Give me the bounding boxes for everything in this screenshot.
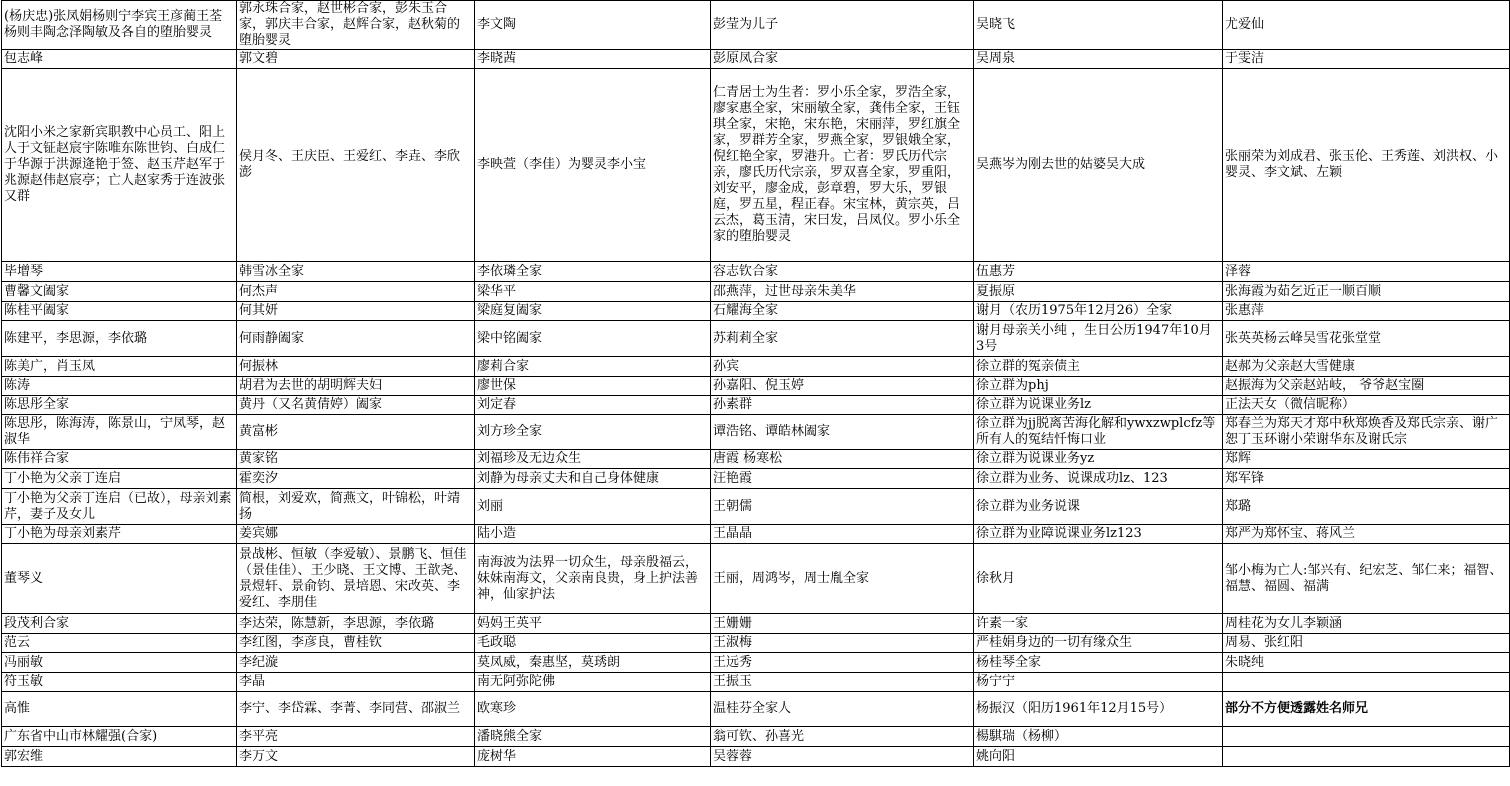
table-row — [2, 525, 1510, 544]
table-cell: 刘静为母亲丈夫和自己身体健康 — [475, 469, 711, 489]
table-cell: 李晶 — [237, 673, 475, 692]
table-row — [2, 357, 1510, 377]
table-cell: 张海霞为茹乞近正一顺百顺 — [1223, 282, 1510, 302]
table-row — [2, 262, 1510, 282]
table-cell: 于雯洁 — [1223, 50, 1510, 69]
table-cell — [1223, 747, 1510, 767]
table-cell: 丁小艳为父亲丁连启 — [2, 469, 237, 489]
table-cell: 庞树华 — [475, 747, 711, 767]
table-cell: 侯月冬、王庆臣、王爱红、李垚、李欣澎 — [237, 69, 475, 262]
table-cell: 徐立群为说课业务lz — [974, 396, 1223, 415]
dedication-name-table — [1, 0, 1510, 767]
table-cell: 吴晓飞 — [974, 1, 1223, 50]
table-cell: 杨桂琴全家 — [974, 653, 1223, 673]
table-cell: 王远秀 — [711, 653, 974, 673]
table-row — [2, 415, 1510, 450]
table-cell: 陈伟祥合家 — [2, 450, 237, 469]
table-cell: 陈涛 — [2, 377, 237, 396]
table-cell: 泽蓉 — [1223, 262, 1510, 282]
table-row — [2, 396, 1510, 415]
table-cell: 许素一家 — [974, 614, 1223, 634]
table-cell: 毕增琴 — [2, 262, 237, 282]
table-cell: 彭莹为儿子 — [711, 1, 974, 50]
table-row — [2, 1, 1510, 50]
table-row — [2, 544, 1510, 614]
table-cell: 郭永珠合家，赵世彬合家，彭朱玉合家，郭庆丰合家，赵辉合家，赵秋菊的堕胎婴灵 — [237, 1, 475, 50]
table-cell: 董琴义 — [2, 544, 237, 614]
table-cell: 莫凤威，秦惠坚，莫琇朗 — [475, 653, 711, 673]
table-row — [2, 614, 1510, 634]
table-cell: 周易、张红阳 — [1223, 634, 1510, 653]
table-cell: 赵郝为父亲赵大雪健康 — [1223, 357, 1510, 377]
table-cell: 彭原凤合家 — [711, 50, 974, 69]
table-row — [2, 282, 1510, 302]
table-cell: 石耀海全家 — [711, 302, 974, 321]
table-cell — [1223, 727, 1510, 747]
table-cell: 王振玉 — [711, 673, 974, 692]
table-cell: 孙素群 — [711, 396, 974, 415]
table-cell: 段茂利合家 — [2, 614, 237, 634]
table-cell: 梁华平 — [475, 282, 711, 302]
table-row — [2, 727, 1510, 747]
table-cell: 谢月母亲关小纯 ，生日公历1947年10月3号 — [974, 321, 1223, 357]
table-cell: 李依璘全家 — [475, 262, 711, 282]
table-cell: 郑军锋 — [1223, 469, 1510, 489]
table-cell: 刘方珍全家 — [475, 415, 711, 450]
table-cell: 梁庭复阖家 — [475, 302, 711, 321]
table-cell: 徐立群为业务说课 — [974, 489, 1223, 525]
table-cell: 郭文碧 — [237, 50, 475, 69]
table-cell: 郑辉 — [1223, 450, 1510, 469]
table-cell: 范云 — [2, 634, 237, 653]
table-cell: 赵振海为父亲赵站岐， 爷爷赵宝圈 — [1223, 377, 1510, 396]
table-cell: 邵燕萍，过世母亲朱美华 — [711, 282, 974, 302]
table-cell: 毛政聪 — [475, 634, 711, 653]
table-cell: 潘晓熊全家 — [475, 727, 711, 747]
table-cell: 欧寒珍 — [475, 692, 711, 727]
table-cell: 孙宾 — [711, 357, 974, 377]
table-cell: 陈思彤，陈海涛，陈景山，宁凤琴，赵淑华 — [2, 415, 237, 450]
table-cell: 何其妍 — [237, 302, 475, 321]
table-cell: 郑春兰为郑天才郑中秋郑焕香及郑氏宗亲、谢广恕丁玉环谢小荣谢华东及谢氏宗 — [1223, 415, 1510, 450]
table-cell: 梁中铭阖家 — [475, 321, 711, 357]
table-cell — [1223, 673, 1510, 692]
table-row — [2, 69, 1510, 262]
table-cell: 朱晓纯 — [1223, 653, 1510, 673]
table-cell: 李万文 — [237, 747, 475, 767]
table-cell: 翁可钦、孙喜光 — [711, 727, 974, 747]
table-cell: 楊騏瑞（杨柳） — [974, 727, 1223, 747]
table-cell: 严桂娟身边的一切有缘众生 — [974, 634, 1223, 653]
table-cell: 郑严为郑怀宝、蒋风兰 — [1223, 525, 1510, 544]
table-cell: 符玉敏 — [2, 673, 237, 692]
table-cell: 徐立群为业务、说课成功lz、123 — [974, 469, 1223, 489]
table-row — [2, 692, 1510, 727]
table-cell: 郭宏维 — [2, 747, 237, 767]
table-cell: 张丽荣为刘成君、张玉伦、王秀莲、刘洪权、小婴灵、李文斌、左颖 — [1223, 69, 1510, 262]
table-row — [2, 302, 1510, 321]
table-cell: 霍奕汐 — [237, 469, 475, 489]
table-cell: 王朝儒 — [711, 489, 974, 525]
table-cell: 南无阿弥陀佛 — [475, 673, 711, 692]
table-cell: 韩雪冰全家 — [237, 262, 475, 282]
table-cell: 邹小梅为亡人:邹兴有、纪宏芝、邹仁来；福智、福慧、福圆、福满 — [1223, 544, 1510, 614]
table-cell: 张惠萍 — [1223, 302, 1510, 321]
table-cell: 周桂花为女儿李颖涵 — [1223, 614, 1510, 634]
table-cell: 妈妈王英平 — [475, 614, 711, 634]
table-cell: 唐霞 杨寒松 — [711, 450, 974, 469]
table-cell: 广东省中山市林耀强(合家) — [2, 727, 237, 747]
table-cell: 杨宁宁 — [974, 673, 1223, 692]
table-cell: 李纪漩 — [237, 653, 475, 673]
table-cell: 何雨静阖家 — [237, 321, 475, 357]
table-cell: 徐立群为业障说课业务lz123 — [974, 525, 1223, 544]
table-cell: 胡君为去世的胡明辉夫妇 — [237, 377, 475, 396]
table-cell: 王晶晶 — [711, 525, 974, 544]
table-row — [2, 321, 1510, 357]
table-cell: 徐秋月 — [974, 544, 1223, 614]
table-cell: 谭浩铭、谭皓林阖家 — [711, 415, 974, 450]
table-cell: 吴蓉蓉 — [711, 747, 974, 767]
table-row — [2, 673, 1510, 692]
table-cell: 景战彬、恒敏（李爱敏）、景鹏飞、恒佳（景佳佳）、王少晓、王文博、王歆尧、景煜轩、景俞钧、景培恩、宋改英、李爱红、李朋佳 — [237, 544, 475, 614]
table-cell: 包志峰 — [2, 50, 237, 69]
table-cell: 张英英杨云峰吴雪花张堂堂 — [1223, 321, 1510, 357]
table-cell: 冯丽敏 — [2, 653, 237, 673]
table-row — [2, 634, 1510, 653]
table-cell: 徐立群的冤亲债主 — [974, 357, 1223, 377]
table-row — [2, 450, 1510, 469]
table-cell: 王淑梅 — [711, 634, 974, 653]
table-cell: 简根，刘爱欢，简燕文，叶锦松，叶靖扬 — [237, 489, 475, 525]
table-cell: 李平亮 — [237, 727, 475, 747]
table-cell: 黄丹（又名黄倩婷）阖家 — [237, 396, 475, 415]
table-cell: 王丽，周鸿岑，周士胤全家 — [711, 544, 974, 614]
table-cell: 温桂芬全家人 — [711, 692, 974, 727]
table-cell: 何振林 — [237, 357, 475, 377]
table-cell: 廖世保 — [475, 377, 711, 396]
table-row — [2, 50, 1510, 69]
table-cell: 姜宾娜 — [237, 525, 475, 544]
table-cell: 吴周泉 — [974, 50, 1223, 69]
table-cell: 沈阳小米之家新宾职教中心员工、阳上人于文钲赵宸宇陈唯东陈世钧、白成仁于华源于洪源逄艳于签、赵玉芹赵军于兆源赵伟赵宸亭；亡人赵家秀于连波张又群 — [2, 69, 237, 262]
table-cell: 正法天女（微信昵称） — [1223, 396, 1510, 415]
table-cell: 容志钦合家 — [711, 262, 974, 282]
table-cell: 苏莉莉全家 — [711, 321, 974, 357]
table-cell: 廖莉合家 — [475, 357, 711, 377]
table-cell: 李映萱（李佳）为婴灵李小宝 — [475, 69, 711, 262]
table-cell: 刘丽 — [475, 489, 711, 525]
table-row — [2, 747, 1510, 767]
table-cell: 徐立群为说课业务yz — [974, 450, 1223, 469]
table-cell: (杨庆忠)张凤娟杨则宁李宾王彦蔺王荃杨则丰陶念泽陶敏及各自的堕胎婴灵 — [2, 1, 237, 50]
table-cell: 黄家铭 — [237, 450, 475, 469]
table-cell: 徐立群为phj — [974, 377, 1223, 396]
table-cell: 高惟 — [2, 692, 237, 727]
table-cell: 汪艳霞 — [711, 469, 974, 489]
table-cell: 何杰声 — [237, 282, 475, 302]
table-cell: 杨振汉（阳历1961年12月15号） — [974, 692, 1223, 727]
table-cell: 孙嘉阳、倪玉婷 — [711, 377, 974, 396]
table-cell: 曹馨文阖家 — [2, 282, 237, 302]
table-cell: 李文陶 — [475, 1, 711, 50]
table-cell: 尤爱仙 — [1223, 1, 1510, 50]
table-cell: 陆小造 — [475, 525, 711, 544]
table-cell: 丁小艳为母亲刘素芹 — [2, 525, 237, 544]
table-cell: 谢月（农历1975年12月26）全家 — [974, 302, 1223, 321]
table-cell: 陈桂平阖家 — [2, 302, 237, 321]
table-cell: 李达荣，陈慧新，李思源，李依璐 — [237, 614, 475, 634]
table-cell: 南海波为法界一切众生，母亲殷福云，妹妹南海文，父亲南良贵，身上护法善神，仙家护法 — [475, 544, 711, 614]
table-cell: 陈思彤全家 — [2, 396, 237, 415]
table-cell: 姚向阳 — [974, 747, 1223, 767]
table-cell: 李晓茜 — [475, 50, 711, 69]
table-row — [2, 377, 1510, 396]
table-row — [2, 469, 1510, 489]
table-cell: 丁小艳为父亲丁连启（已故），母亲刘素芹，妻子及女儿 — [2, 489, 237, 525]
table-row — [2, 489, 1510, 525]
table-cell: 夏振原 — [974, 282, 1223, 302]
table-cell: 陈美广，肖玉凤 — [2, 357, 237, 377]
table-cell: 郑璐 — [1223, 489, 1510, 525]
table-cell: 仁青居士为生者：罗小乐全家，罗浩全家，廖家惠全家，宋丽敏全家，龚伟全家，王钰琪全家，宋艳，宋东艳，宋丽萍，罗红旗全家，罗群芳全家，罗燕全家，罗银娥全家，倪红艳全家，罗港升。亡者：罗氏历代宗亲，廖氏历代宗亲，罗双喜全家，罗重阳，刘安平，廖金成，彭章碧，罗大乐，罗银庭，罗五星，程正春。宋宝林，黄宗英，吕云杰，葛玉清，宋曰发，吕凤仪。罗小乐全家的堕胎婴灵 — [711, 69, 974, 262]
table-cell: 陈建平，李思源，李依璐 — [2, 321, 237, 357]
table-cell: 刘福珍及无边众生 — [475, 450, 711, 469]
table-cell: 李红图，李彦良，曹桂钦 — [237, 634, 475, 653]
table-cell: 刘定春 — [475, 396, 711, 415]
table-cell: 吴燕岑为刚去世的姑婆吴大成 — [974, 69, 1223, 262]
table-cell: 部分不方便透露姓名师兄 — [1223, 692, 1510, 727]
table-cell: 徐立群为jj脱离苦海化解和ywxzwplcfz等所有人的冤结忏悔口业 — [974, 415, 1223, 450]
table-cell: 黄富彬 — [237, 415, 475, 450]
table-cell: 李宁、李岱霖、李菁、李同营、邵淑兰 — [237, 692, 475, 727]
table-row — [2, 653, 1510, 673]
table-cell: 王姗姗 — [711, 614, 974, 634]
table-cell: 伍惠芳 — [974, 262, 1223, 282]
